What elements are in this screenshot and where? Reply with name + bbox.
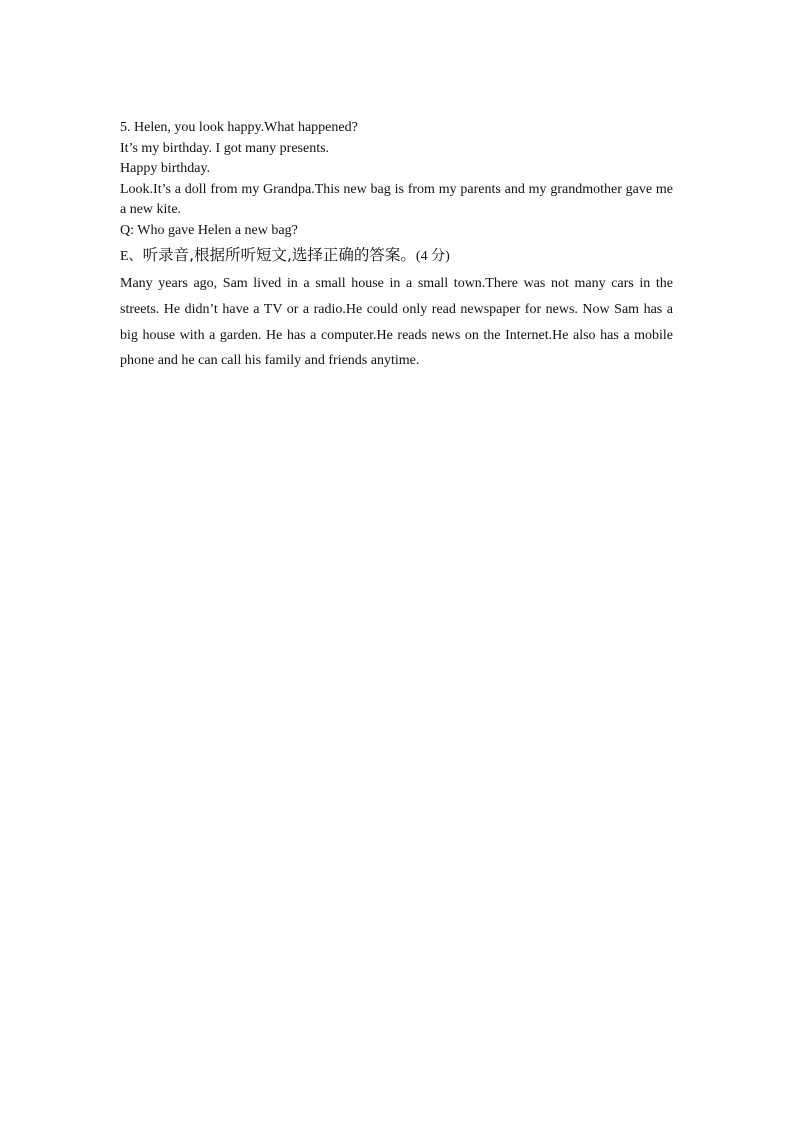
section-e-label: E、 <box>120 249 143 264</box>
item-5-question-line: 5. Helen, you look happy.What happened? <box>120 120 358 135</box>
dialogue-line: Look.It’s a doll from my Grandpa.This new bag is from my parents and my grandmother gave me a new kite. <box>120 181 673 217</box>
listening-passage: Many years ago, Sam lived in a small house in a small town.There was not many cars in the streets. He didn’t have a TV or a radio.He could only read newspaper for news. Now Sam has a big house with a garden. He has a computer.He reads news on the Internet.He also has a mobile phone and he can call his family and friends anytime. <box>120 276 673 369</box>
dialogue-line: Happy birthday. <box>120 161 211 176</box>
dialogue-line: It’s my birthday. I got many presents. <box>120 140 330 156</box>
section-e-points: (4 分) <box>415 249 450 264</box>
page-content <box>120 118 673 374</box>
item-5-question: Q: Who gave Helen a new bag? <box>120 222 298 238</box>
section-e-heading <box>120 243 673 269</box>
section-e-instruction: 听录音,根据所听短文,选择正确的答案。 <box>142 246 416 264</box>
